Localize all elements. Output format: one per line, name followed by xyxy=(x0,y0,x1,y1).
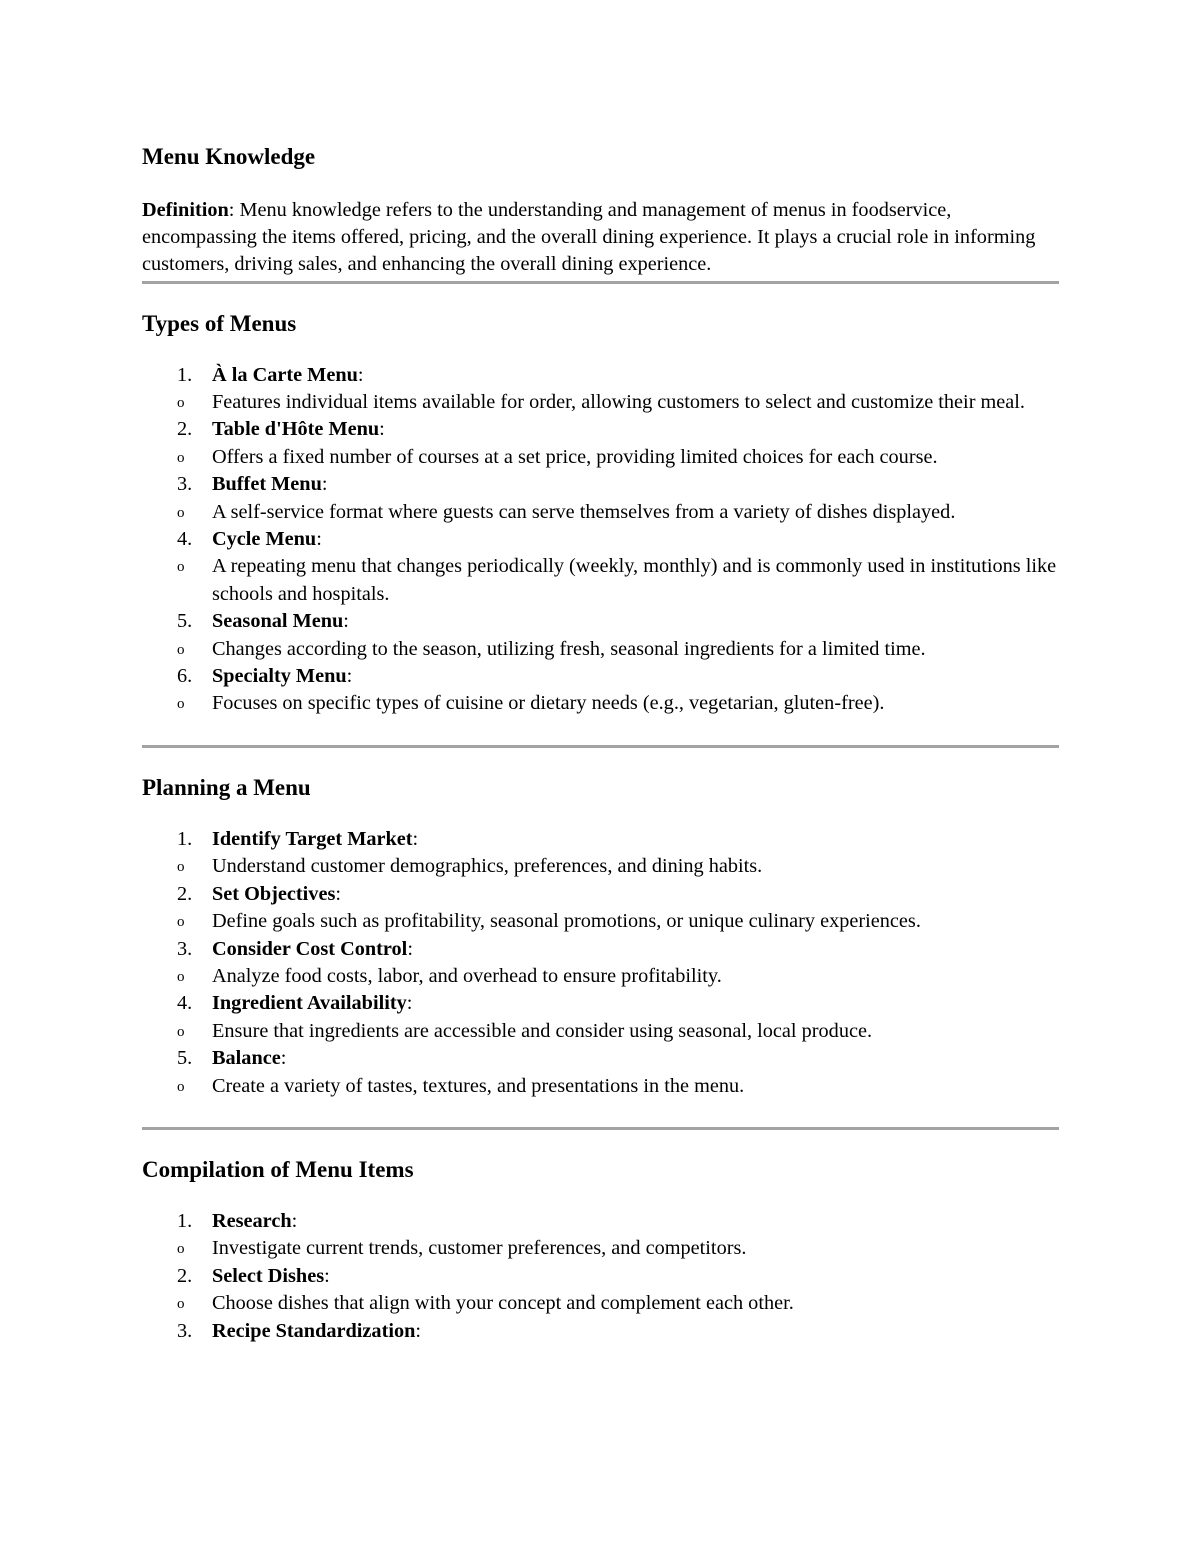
list-number: 3. xyxy=(177,473,193,496)
item-colon: : xyxy=(335,882,341,905)
item-description: Investigate current trends, customer preferences, and competitors. xyxy=(212,1237,747,1260)
list-number: 2. xyxy=(177,418,193,441)
list-number: 6. xyxy=(177,665,193,688)
list-item-description xyxy=(142,444,1059,471)
item-label: Cycle Menu xyxy=(212,528,317,551)
list-item xyxy=(142,416,1059,443)
list-item xyxy=(142,826,1059,853)
list-item-description xyxy=(142,499,1059,526)
list-item-description xyxy=(142,1235,1059,1262)
list-number: 4. xyxy=(177,992,193,1015)
item-colon: : xyxy=(324,1264,330,1287)
list-item xyxy=(142,881,1059,908)
item-description: A self-service format where guests can serve themselves from a variety of dishes displayed. xyxy=(212,500,956,523)
list-item xyxy=(142,1318,1059,1345)
section-heading-compilation: Compilation of Menu Items xyxy=(142,1156,414,1182)
list-item-description xyxy=(142,963,1059,990)
list-item xyxy=(142,526,1059,553)
list-number: 3. xyxy=(177,1319,193,1342)
item-label: Select Dishes xyxy=(212,1264,325,1287)
bullet-icon: o xyxy=(177,1296,185,1313)
bullet-icon: o xyxy=(177,914,185,931)
bullet-icon: o xyxy=(177,559,185,576)
item-colon: : xyxy=(412,827,419,850)
list-number: 1. xyxy=(177,827,193,850)
definition-paragraph xyxy=(142,197,1059,279)
item-colon: : xyxy=(346,665,353,688)
section-heading-planning: Planning a Menu xyxy=(142,774,311,800)
bullet-icon: o xyxy=(177,641,185,658)
item-label: Balance xyxy=(212,1047,281,1070)
list-number: 1. xyxy=(177,1209,193,1232)
item-colon: : xyxy=(415,1319,422,1342)
list-number: 5. xyxy=(177,610,193,633)
list-number: 2. xyxy=(177,882,193,905)
item-colon: : xyxy=(406,992,413,1015)
list-item xyxy=(142,936,1059,963)
item-label: Identify Target Market xyxy=(212,827,413,850)
item-description: A repeating menu that changes periodically (weekly, monthly) and is commonly used in institutions like schools and hospitals. xyxy=(212,555,1057,605)
item-colon: : xyxy=(343,610,349,633)
page-title: Menu Knowledge xyxy=(142,144,316,169)
bullet-icon: o xyxy=(177,504,185,521)
item-colon: : xyxy=(291,1209,298,1232)
item-colon: : xyxy=(379,418,385,441)
definition-text: : Menu knowledge refers to the understanding and management of menus in foodservice, encompassing the items offered, pricing, and the overall dining experience. It plays a crucial role in informing customers, driving sales, and enhancing the overall dining experience. xyxy=(142,199,1036,276)
item-label: Ingredient Availability xyxy=(212,992,407,1015)
bullet-icon: o xyxy=(177,1023,185,1040)
item-colon: : xyxy=(407,937,413,960)
item-label: Table d'Hôte Menu xyxy=(212,418,380,441)
item-description: Analyze food costs, labor, and overhead to ensure profitability. xyxy=(212,964,722,987)
item-label: Seasonal Menu xyxy=(212,610,344,633)
item-description: Changes according to the season, utilizing fresh, seasonal ingredients for a limited time. xyxy=(212,637,926,660)
list-item-description xyxy=(142,853,1059,880)
list-item-description xyxy=(142,1018,1059,1045)
item-label: À la Carte Menu xyxy=(212,363,358,386)
item-label: Research xyxy=(212,1209,292,1232)
bullet-icon: o xyxy=(177,1241,185,1258)
section-heading-types: Types of Menus xyxy=(142,310,297,336)
horizontal-rule xyxy=(142,1127,1059,1130)
horizontal-rule xyxy=(142,745,1059,748)
item-colon: : xyxy=(280,1047,287,1070)
item-description: Offers a fixed number of courses at a set price, providing limited choices for each course. xyxy=(212,445,938,468)
list-item-description xyxy=(142,908,1059,935)
list-number: 3. xyxy=(177,937,193,960)
item-colon: : xyxy=(316,528,322,551)
item-label: Consider Cost Control xyxy=(212,937,408,960)
list-item xyxy=(142,990,1059,1017)
list-item xyxy=(142,362,1059,389)
list-item xyxy=(142,608,1059,635)
list-item xyxy=(142,663,1059,690)
item-description: Choose dishes that align with your concept and complement each other. xyxy=(212,1292,794,1315)
item-colon: : xyxy=(357,363,364,386)
item-label: Set Objectives xyxy=(212,882,336,905)
compilation-of-menu-items-list xyxy=(142,1208,1059,1345)
definition-label: Definition xyxy=(142,199,229,221)
document-content xyxy=(142,141,1059,1345)
list-item-description xyxy=(142,690,1059,717)
item-label: Buffet Menu xyxy=(212,473,322,496)
planning-a-menu-list xyxy=(142,826,1059,1100)
horizontal-rule xyxy=(142,281,1059,284)
item-description: Focuses on specific types of cuisine or dietary needs (e.g., vegetarian, gluten-free). xyxy=(212,692,885,715)
list-number: 5. xyxy=(177,1047,193,1070)
bullet-icon: o xyxy=(177,696,185,713)
item-description: Features individual items available for order, allowing customers to select and customize their meal. xyxy=(212,391,1026,414)
list-item-description xyxy=(142,1290,1059,1317)
item-description: Define goals such as profitability, seasonal promotions, or unique culinary experiences. xyxy=(212,910,921,933)
bullet-icon: o xyxy=(177,859,185,876)
item-description: Ensure that ingredients are accessible and consider using seasonal, local produce. xyxy=(212,1019,873,1042)
types-of-menus-list xyxy=(142,362,1059,718)
item-label: Recipe Standardization xyxy=(212,1319,416,1342)
list-item xyxy=(142,1263,1059,1290)
list-item-description xyxy=(142,1073,1059,1100)
list-item xyxy=(142,471,1059,498)
bullet-icon: o xyxy=(177,395,185,412)
list-number: 1. xyxy=(177,363,193,386)
item-description: Create a variety of tastes, textures, and presentations in the menu. xyxy=(212,1074,745,1097)
list-item xyxy=(142,1208,1059,1235)
list-item-description xyxy=(142,553,1059,608)
item-description: Understand customer demographics, preferences, and dining habits. xyxy=(212,855,763,878)
bullet-icon: o xyxy=(177,1078,185,1095)
bullet-icon: o xyxy=(177,968,185,985)
item-colon: : xyxy=(321,473,328,496)
bullet-icon: o xyxy=(177,449,185,466)
list-item-description xyxy=(142,636,1059,663)
list-number: 4. xyxy=(177,528,193,551)
list-number: 2. xyxy=(177,1264,193,1287)
list-item-description xyxy=(142,389,1059,416)
list-item xyxy=(142,1045,1059,1072)
item-label: Specialty Menu xyxy=(212,665,347,688)
